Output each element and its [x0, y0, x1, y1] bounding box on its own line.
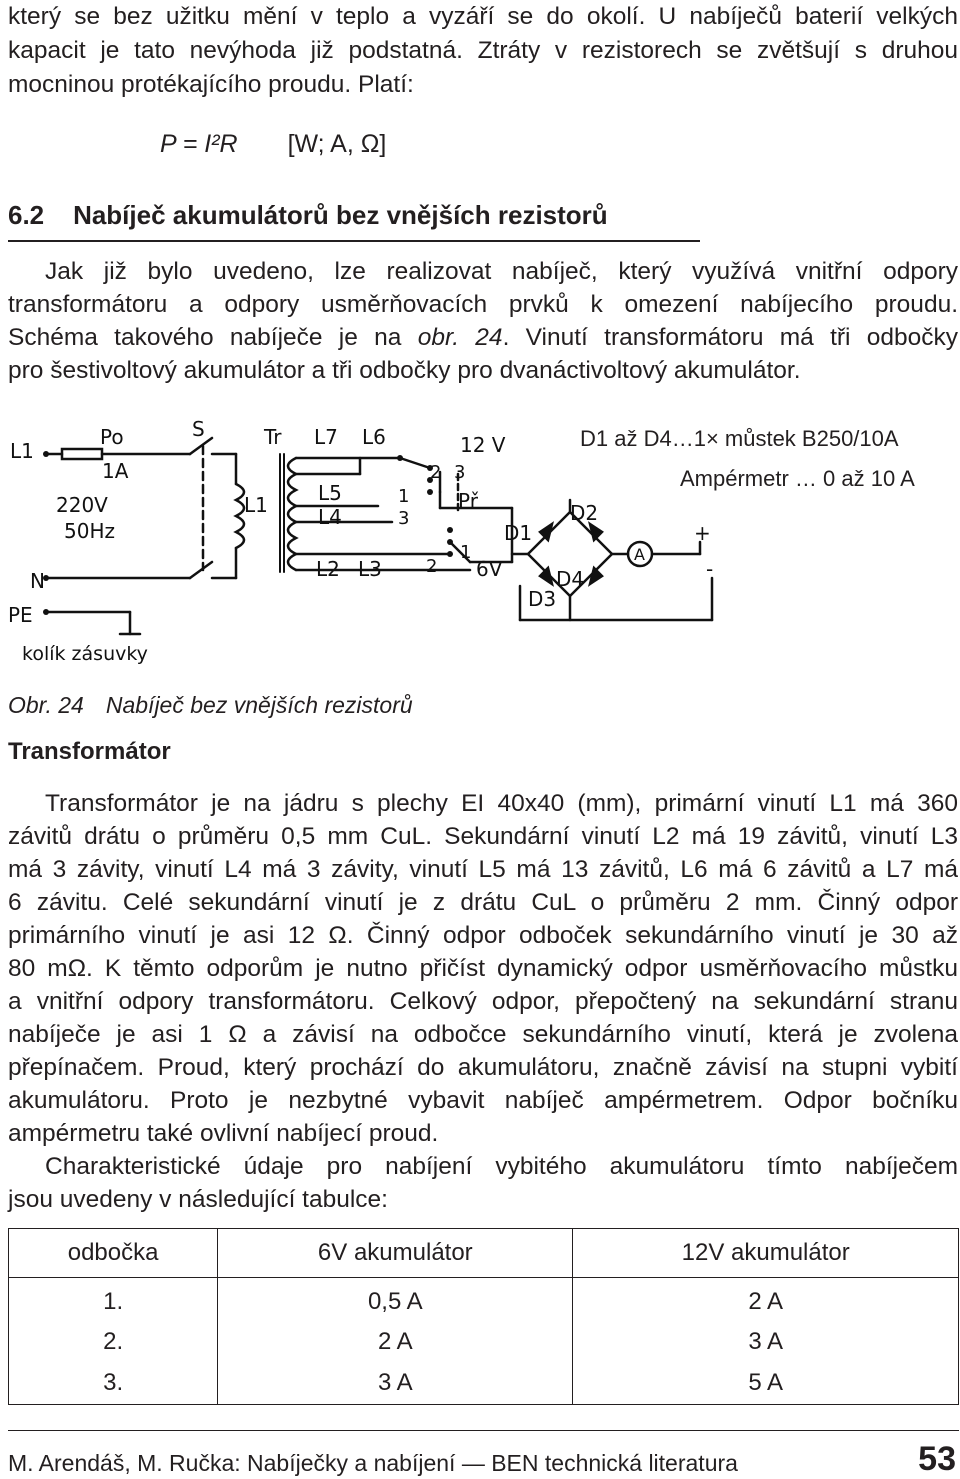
label-l5: L5 — [318, 481, 342, 505]
label-mains-voltage: 220V — [56, 493, 108, 517]
para2-line-2: závitů drátu o průměru 0,5 mm CuL. Sekundární vinutí L2 má 19 závitů, vinutí L3 — [8, 823, 958, 850]
caption-text: Nabíječ bez vnějších rezistorů — [105, 692, 413, 718]
label-switch: S — [192, 417, 205, 441]
label-d3: D3 — [528, 587, 557, 611]
table-cell: 3. — [9, 1362, 218, 1405]
para2-line-4: 6 závitu. Celé sekundární vinutí je z drátu CuL o průměru 2 mm. Činný odpor — [8, 889, 958, 916]
label-d1: D1 — [504, 521, 533, 545]
para1-line-3b: . Vinutí transformátoru má tři odbočky — [502, 324, 959, 351]
charging-table — [8, 1228, 959, 1405]
intro-line-2: kapacit je tato nevýhoda již podstatná. Ztráty v rezistorech se zvětšují s druhou — [8, 37, 958, 64]
figure-reference: obr. 24 — [417, 324, 503, 351]
figure-note-bridge: D1 až D4…1× můstek B250/10A — [580, 426, 899, 451]
table-header-tap: odbočka — [9, 1229, 218, 1278]
footer-rule — [8, 1430, 959, 1431]
para2-line-1: Transformátor je na jádru s plechy EI 40x40 (mm), primární vinutí L1 má 360 — [45, 790, 958, 817]
para2-line-3: má 3 závity, vinutí L4 má 3 závity, vinutí L5 má 13 závitů, L6 má 6 závitů a L7 má — [8, 856, 958, 883]
section-heading — [8, 200, 608, 231]
label-tap-2-6v: 2 — [426, 556, 438, 577]
label-pe: PE — [8, 603, 33, 627]
table-cell: 3 A — [218, 1362, 573, 1405]
label-d4: D4 — [556, 567, 585, 591]
table-cell: 5 A — [573, 1362, 959, 1405]
para1-line-1: Jak již bylo uvedeno, lze realizovat nabíječ, který využívá vnitřní odpory — [45, 258, 958, 285]
table-cell: 2 A — [218, 1322, 573, 1362]
para1-line-3a: Schéma takového nabíječe je na — [8, 324, 418, 351]
label-tap-3-12v: 3 — [454, 462, 466, 483]
label-6v: 6V — [476, 557, 503, 581]
formula-units: [W; A, Ω] — [287, 130, 387, 158]
para2-line-10: akumulátoru. Proto je nezbytné vybavit nabíječ ampérmetrem. Odpor bočníku — [8, 1087, 958, 1114]
table-row — [9, 1362, 959, 1405]
label-tap-1-6v: 1 — [460, 542, 472, 563]
figure-caption — [8, 692, 413, 719]
label-fuse-rating: 1A — [102, 459, 129, 483]
label-plus-terminal: + — [694, 521, 711, 545]
label-tap-3-6v: 3 — [398, 508, 410, 529]
label-l2: L2 — [316, 557, 340, 581]
label-tap-2-12v: 2 — [430, 462, 442, 483]
intro-line-3: mocninou protékajícího proudu. Platí: — [8, 71, 414, 98]
para1-line-4: pro šestivoltový akumulátor a tři odbočky pro dvanáctivoltový akumulátor. — [8, 357, 801, 384]
label-tap-1-12v: 1 — [398, 486, 410, 507]
table-row — [9, 1322, 959, 1362]
para2-line-11: ampérmetru také ovlivní nabíjecí proud. — [8, 1120, 439, 1147]
intro-line-1: který se bez užitku mění v teplo a vyzáří se do okolí. U nabíječů baterií velkých — [8, 3, 958, 30]
label-l3: L3 — [358, 557, 382, 581]
table-header-12v: 12V akumulátor — [573, 1229, 959, 1278]
label-fuse-po: Po — [100, 425, 124, 449]
power-formula — [160, 130, 386, 159]
caption-number: Obr. 24 — [8, 692, 84, 718]
table-header-row — [9, 1229, 959, 1278]
label-transformer: Tr — [264, 425, 282, 449]
label-mains-frequency: 50Hz — [64, 519, 115, 543]
para1-line-3 — [8, 321, 958, 355]
label-12v: 12 V — [460, 433, 506, 457]
section-number: 6.2 — [8, 200, 45, 230]
label-selector: Př — [458, 489, 478, 513]
label-n: N — [30, 569, 45, 593]
page-number: 53 — [918, 1440, 956, 1478]
table-cell: 2. — [9, 1322, 218, 1362]
para2-line-6: 80 mΩ. K těmto odporům je nutno přičíst dynamický odpor usměrňovacího můstku — [8, 955, 958, 982]
para2-line-5: primárního vinutí je asi 12 Ω. Činný odpor odboček sekundárního vinutí je 30 až — [8, 922, 958, 949]
label-l6: L6 — [362, 425, 386, 449]
footer-text: M. Arendáš, M. Ručka: Nabíječky a nabíjení — BEN technická literatura — [8, 1450, 738, 1476]
figure-note-ammeter: Ampérmetr … 0 až 10 A — [680, 466, 915, 491]
section-title: Nabíječ akumulátorů bez vnějších rezistorů — [73, 200, 608, 230]
label-l7: L7 — [314, 425, 338, 449]
para2-line-7: a vnitřní odpory transformátoru. Celkový odpor, přepočtený na sekundární stranu — [8, 988, 958, 1015]
label-l1: L1 — [10, 439, 34, 463]
label-l4: L4 — [318, 505, 342, 529]
table-cell: 2 A — [573, 1278, 959, 1323]
label-minus-terminal: - — [706, 557, 714, 581]
label-socket-pin: kolík zásuvky — [22, 643, 148, 665]
table-row — [9, 1278, 959, 1323]
circuit-schematic — [0, 412, 720, 677]
para2-line-8: nabíječe je asi 1 Ω a závisí na odbočce sekundárního vinutí, která je zvolena — [8, 1021, 958, 1048]
heading-underline — [8, 240, 700, 242]
para3-line-2: jsou uvedeny v následující tabulce: — [8, 1186, 388, 1213]
formula-expression: P = I²R — [160, 130, 238, 158]
para3-line-1: Charakteristické údaje pro nabíjení vybitého akumulátoru tímto nabíječem — [45, 1153, 958, 1180]
ammeter-symbol: A — [634, 545, 645, 564]
label-primary-coil: L1 — [244, 493, 268, 517]
label-d2: D2 — [570, 501, 599, 525]
table-header-6v: 6V akumulátor — [218, 1229, 573, 1278]
table-cell: 1. — [9, 1278, 218, 1323]
para2-line-9: přepínačem. Proud, který prochází do akumulátoru, značně závisí na stupni vybití — [8, 1054, 958, 1081]
table-cell: 3 A — [573, 1322, 959, 1362]
table-cell: 0,5 A — [218, 1278, 573, 1323]
para1-line-2: transformátoru a odpory usměrňovacích prvků k omezení nabíjecího proudu. — [8, 291, 958, 318]
subheading-transformer: Transformátor — [8, 738, 171, 765]
